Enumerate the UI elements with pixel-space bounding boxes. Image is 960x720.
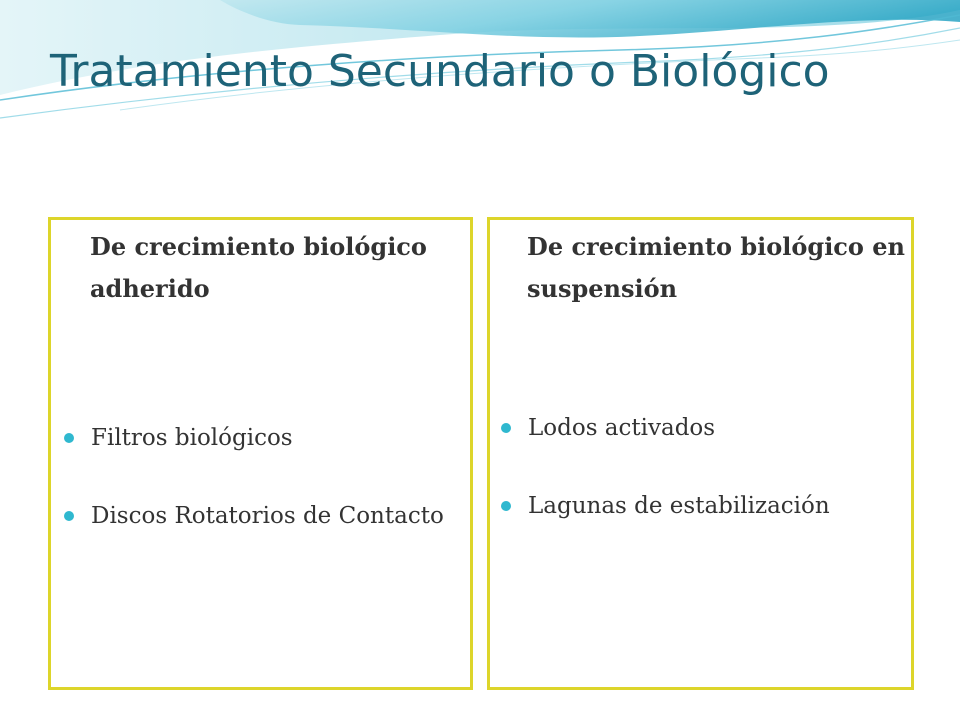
slide-title: Tratamiento Secundario o Biológico: [50, 46, 830, 97]
list-item: [500, 486, 905, 526]
suspended-growth-heading: De crecimiento biológico en suspensión: [527, 232, 905, 303]
list-item-text: Discos Rotatorios de Contacto: [91, 503, 444, 529]
list-item: [63, 496, 463, 536]
bullet-icon: [501, 501, 511, 511]
attached-growth-panel: [48, 217, 473, 690]
bullet-icon: [501, 423, 511, 433]
bullet-icon: [64, 433, 74, 443]
list-item: [63, 418, 463, 458]
suspended-growth-panel: [487, 217, 914, 690]
attached-growth-list: [63, 418, 463, 574]
attached-growth-heading: De crecimiento biológico adherido: [90, 232, 427, 303]
bullet-icon: [64, 511, 74, 521]
list-item-text: Lagunas de estabilización: [528, 493, 830, 519]
list-item-text: Filtros biológicos: [91, 425, 293, 451]
list-item: [500, 408, 905, 448]
list-item-text: Lodos activados: [528, 415, 716, 441]
suspended-growth-list: [500, 408, 905, 564]
